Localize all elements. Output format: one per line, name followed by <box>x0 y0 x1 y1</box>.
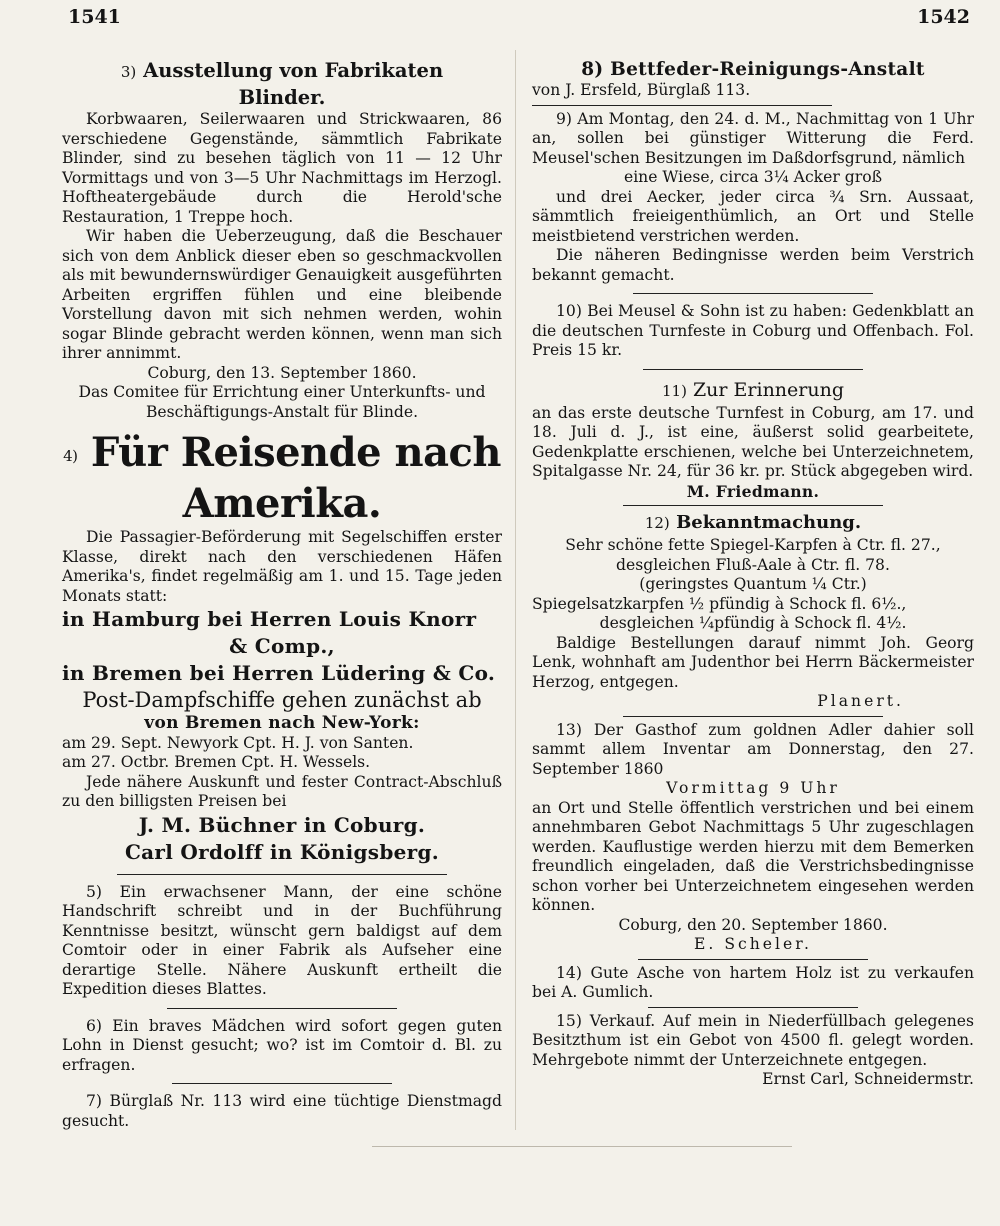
ad-3-title-line1: Ausstellung von Fabrikaten <box>143 59 444 82</box>
ad-3 <box>62 58 502 422</box>
ad-13-body: an Ort und Stelle öffentlich verstrichen und bei einem annehmbaren Gebot Nachmittags 5 Uhr zugeschlagen werden. Kauflustige werden hierzu mit dem Bemerken freundlich eingeladen, daß die Verstrichsbedingnisse schon vorher bei Unterzeichnetem eingesehen werden können. <box>532 798 974 914</box>
ad-11-body: an das erste deutsche Turnfest in Coburg, am 17. und 18. Juli d. J., ist eine, äußerst solid gearbeitete, Gedenkplatte erschienen, welche bei Unterzeichnetem, Spitalgasse Nr. 24, für 36 kr. pr. Stück abgegeben wird. <box>532 403 974 480</box>
ad-3-title-line2: Blinder. <box>238 86 326 109</box>
ad-4 <box>62 429 502 866</box>
ad-3-body: Korbwaaren, Seilerwaaren und Strickwaaren, 86 verschiedene Gegenstände, sämmtlich Fabrikate Blinder, sind zu besehen täglich von 11 — 12 Uhr Vormittags und von 3—5 Uhr Nachmittags im Herzogl. Hoftheatergebäude durch die Herold'sche Restauration, 1 Treppe hoch. <box>62 110 502 226</box>
ad-13-time: Vormittag 9 Uhr <box>666 779 840 797</box>
ad-4-hamburg: in Hamburg bei Herren Louis Knorr <box>62 607 477 631</box>
ad-13-date: Coburg, den 20. September 1860. <box>618 915 888 934</box>
ad-4-title <box>62 429 502 480</box>
separator-rule <box>623 505 883 506</box>
ad-12-signature: Planert. <box>817 692 904 710</box>
ad-11-number: 11) <box>661 381 687 400</box>
ad-13-signature: E. Scheler. <box>694 935 812 953</box>
ad-3-title <box>62 58 502 85</box>
ad-15-signature: Ernst Carl, Schneidermstr. <box>762 1070 974 1088</box>
ad-3-date: Coburg, den 13. September 1860. <box>147 363 417 382</box>
ad-4-body: Die Passagier-Beförderung mit Segelschiffen erster Klasse, direkt nach den verschiedenen Häfen Amerika's, findet regelmäßig am 1. und 15. Tage jeden Monats statt: <box>62 528 502 605</box>
page-number-right: 1542 <box>917 6 970 28</box>
ad-14: 14) Gute Asche von hartem Holz ist zu verkaufen bei A. Gumlich. <box>532 963 974 1001</box>
ad-6: 6) Ein braves Mädchen wird sofort gegen guten Lohn in Dienst gesucht; wo? ist im Comtoir d. Bl. zu erfragen. <box>62 1016 502 1074</box>
ad-12-title <box>532 510 974 536</box>
ad-12-line-3: (geringstes Quantum ¼ Ctr.) <box>639 575 867 593</box>
ad-13: 13) Der Gasthof zum goldnen Adler dahier soll sammt allem Inventar am Donnerstag, den 27. September 1860 <box>532 720 974 778</box>
ad-9-item-2: und drei Aecker, jeder circa ¾ Srn. Aussaat, sämmtlich freieigenthümlich, an Ort und Stelle meistbietend verstrichen werden. <box>532 187 974 245</box>
ad-7: 7) Bürglaß Nr. 113 wird eine tüchtige Dienstmagd gesucht. <box>62 1092 502 1130</box>
ad-15: 15) Verkauf. Auf mein in Niederfüllbach gelegenes Besitzthum ist ein Gebot von 4500 fl. gelegt worden. Mehrgebote nimmt der Unterzeichnete entgegen. <box>532 1011 974 1069</box>
ad-4-title-line2: Amerika. <box>182 480 382 527</box>
ad-4-agent-koenigsberg: Carl Ordolff in Königsberg. <box>124 839 440 864</box>
ad-12-body: Baldige Bestellungen darauf nimmt Joh. Georg Lenk, wohnhaft am Judenthor bei Herrn Bäckermeister Herzog, entgegen. <box>532 633 974 691</box>
separator-rule <box>532 105 832 106</box>
ad-9: 9) Am Montag, den 24. d. M., Nachmittag von 1 Uhr an, sollen bei günstiger Witterung die Ferd. Meusel'schen Besitzungen im Daßdorfsgrund, nämlich <box>532 109 974 167</box>
ad-11-signature: M. Friedmann. <box>686 481 820 501</box>
ad-8-address: von J. Ersfeld, Bürglaß 113. <box>532 81 751 99</box>
separator-rule <box>172 1083 392 1084</box>
ad-12-number: 12) <box>644 514 670 532</box>
ad-3-signature: Das Comitee für Errichtung einer Unterkunfts- und Beschäftigungs-Anstalt für Blinde. <box>78 383 486 421</box>
ad-12-line-5: desgleichen ¼pfündig à Schock fl. 4½. <box>599 614 907 632</box>
left-column <box>62 58 502 1131</box>
separator-rule <box>643 369 863 370</box>
ad-4-departure-1: am 29. Sept. Newyork Cpt. H. J. von Santen. <box>62 733 414 752</box>
ad-12-line-4: Spiegelsatzkarpfen ½ pfündig à Schock fl. 6½., <box>532 594 907 613</box>
ad-4-number: 4) <box>63 447 78 465</box>
separator-rule <box>633 293 873 294</box>
ad-4-title-line1: Für Reisende nach <box>90 429 501 476</box>
separator-rule <box>623 716 883 717</box>
ad-3-body-2: Wir haben die Ueberzeugung, daß die Beschauer sich von dem Anblick dieser eben so geschmackvollen als mit bewundernswürdiger Genauigkeit ausgeführten Arbeiten ergriffen fühlen und eine bleibende Vorstellung davon mit sich nehmen werden, wohin sogar Blinde gebracht werden können, wenn man sich ihrer annimmt. <box>62 227 502 362</box>
separator-rule <box>638 959 868 960</box>
ad-12-line-1: Sehr schöne fette Spiegel-Karpfen à Ctr. fl. 27., <box>565 536 941 554</box>
ad-11-title-text: Zur Erinnerung <box>692 378 845 401</box>
ad-4-steamship: Post-Dampfschiffe gehen zunächst ab <box>82 688 482 712</box>
ad-12-line-2: desgleichen Fluß-Aale à Ctr. fl. 78. <box>616 555 890 574</box>
ad-10: 10) Bei Meusel & Sohn ist zu haben: Gedenkblatt an die deutschen Turnfeste in Coburg und Offenbach. Fol. Preis 15 kr. <box>532 302 974 359</box>
ad-8-title: 8) Bettfeder-Reinigungs-Anstalt <box>581 59 925 80</box>
ad-4-contract: Jede nähere Auskunft und fester Contract-Abschluß zu den billigsten Preisen bei <box>62 772 502 810</box>
separator-rule <box>117 874 447 875</box>
ad-9-item-1: eine Wiese, circa 3¼ Acker groß <box>623 168 883 186</box>
right-column <box>532 58 974 1090</box>
ad-4-bremen: in Bremen bei Herren Lüdering & Co. <box>62 661 496 685</box>
footer-rule <box>372 1146 792 1147</box>
column-divider <box>515 50 516 1130</box>
ad-9-conditions: Die näheren Bedingnisse werden beim Verstrich bekannt gemacht. <box>532 246 974 284</box>
ad-12-title-text: Bekanntmachung. <box>676 512 862 533</box>
page-number-left: 1541 <box>68 6 121 28</box>
ad-4-agent-coburg: J. M. Büchner in Coburg. <box>138 812 426 837</box>
ad-5: 5) Ein erwachsener Mann, der eine schöne Handschrift schreibt und in der Buchführung Kenntnisse besitzt, wünscht gern baldigst auf dem Comtoir oder in einer Fabrik als Aufseher eine derartige Stelle. Nähere Auskunft ertheilt die Expedition dieses Blattes. <box>62 882 502 998</box>
separator-rule <box>648 1007 858 1008</box>
ad-11-title <box>532 378 974 404</box>
ad-4-hamburg-2: & Comp., <box>229 634 335 658</box>
ad-4-route: von Bremen nach New-York: <box>144 713 420 733</box>
ad-4-departure-2: am 27. Octbr. Bremen Cpt. H. Wessels. <box>62 753 371 771</box>
separator-rule <box>167 1008 397 1009</box>
ad-3-number: 3) <box>120 63 137 81</box>
